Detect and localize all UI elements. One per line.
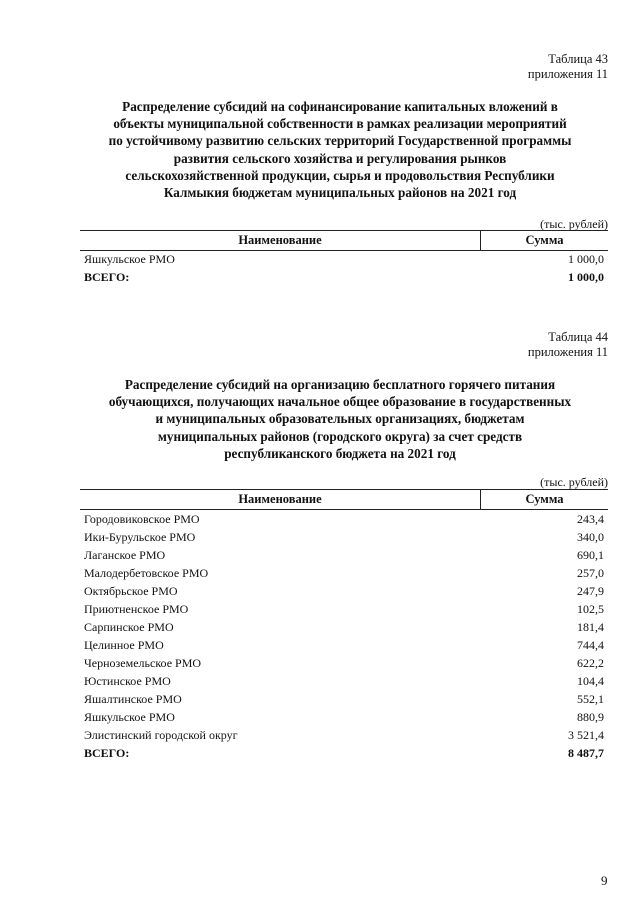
table-43-header [80, 230, 608, 251]
table-43-number: Таблица 43 [548, 52, 608, 66]
row-value: 257,0 [577, 566, 604, 580]
title-line: и муниципальных образовательных организациях, бюджетам [155, 411, 525, 427]
row-value: 102,5 [577, 602, 604, 616]
table-row [80, 690, 608, 708]
table-44-reference [528, 330, 608, 360]
table-43-units: (тыс. рублей) [540, 217, 608, 231]
table-row [80, 726, 608, 744]
row-value: 1 000,0 [568, 252, 604, 266]
table-43-total-row [80, 268, 608, 286]
title-line: объекты муниципальной собственности в рамках реализации мероприятий [113, 116, 567, 132]
row-value: 340,0 [577, 530, 604, 544]
row-name: Элистинский городской округ [84, 728, 238, 742]
table-row [80, 510, 608, 528]
row-name: Приютненское РМО [84, 602, 189, 616]
table-44-body [80, 510, 608, 762]
column-header-name: Наименование [80, 490, 481, 509]
row-name: Октябрьское РМО [84, 584, 178, 598]
table-row [80, 250, 608, 268]
table-44-header [80, 489, 608, 510]
row-name: Яшалтинское РМО [84, 692, 182, 706]
table-43-reference [528, 52, 608, 82]
table-43-body [80, 250, 608, 286]
table-row [80, 564, 608, 582]
table-row [80, 654, 608, 672]
row-name: Городовиковское РМО [84, 512, 200, 526]
page-number: 9 [601, 873, 608, 888]
row-value: 3 521,4 [568, 728, 604, 742]
table-row [80, 546, 608, 564]
table-row [80, 708, 608, 726]
table-row [80, 582, 608, 600]
row-name: Сарпинское РМО [84, 620, 174, 634]
table-row [80, 618, 608, 636]
total-label: ВСЕГО: [84, 270, 130, 284]
row-name: Яшкульское РМО [84, 710, 175, 724]
column-header-sum: Сумма [525, 233, 564, 247]
title-line: обучающихся, получающих начальное общее образование в государственных [108, 394, 572, 410]
total-label: ВСЕГО: [84, 746, 130, 760]
row-value: 622,2 [577, 656, 604, 670]
row-value: 880,9 [577, 710, 604, 724]
table-44-units: (тыс. рублей) [540, 475, 608, 489]
row-name: Целинное РМО [84, 638, 164, 652]
table-row [80, 528, 608, 546]
title-line: республиканского бюджета на 2021 год [224, 445, 456, 461]
title-line: сельскохозяйственной продукции, сырья и продовольствия Республики [125, 167, 555, 183]
row-value: 690,1 [577, 548, 604, 562]
title-line: Распределение субсидий на софинансирование капитальных вложений в [122, 99, 558, 114]
table-row [80, 672, 608, 690]
table-44-appendix: приложения 11 [527, 345, 608, 359]
column-header-name: Наименование [80, 231, 481, 250]
column-header-sum: Сумма [525, 492, 564, 506]
title-line: муниципальных районов (городского округа) за счет средств [157, 428, 523, 444]
table-44-title [70, 376, 610, 462]
row-name: Малодербетовское РМО [84, 566, 209, 580]
total-value: 8 487,7 [568, 746, 604, 760]
title-line: Распределение субсидий на организацию бесплатного горячего питания [124, 377, 556, 392]
row-name: Лаганское РМО [84, 548, 166, 562]
row-value: 181,4 [577, 620, 604, 634]
row-value: 104,4 [577, 674, 604, 688]
table-row [80, 636, 608, 654]
row-name: Черноземельское РМО [84, 656, 202, 670]
table-44-number: Таблица 44 [548, 330, 608, 344]
row-name: Юстинское РМО [84, 674, 171, 688]
title-line: Калмыкия бюджетам муниципальных районов на 2021 год [163, 185, 517, 201]
total-value: 1 000,0 [568, 270, 604, 284]
row-name: Ики-Бурульское РМО [84, 530, 196, 544]
title-line: по устойчивому развитию сельских территорий Государственной программы [108, 133, 572, 149]
row-value: 744,4 [577, 638, 604, 652]
row-value: 243,4 [577, 512, 604, 526]
table-44-total-row [80, 744, 608, 762]
row-value: 552,1 [577, 692, 604, 706]
row-name: Яшкульское РМО [84, 252, 175, 266]
row-value: 247,9 [577, 584, 604, 598]
table-43-title [70, 98, 610, 201]
title-line: развития сельского хозяйства и регулирования рынков [173, 150, 507, 166]
table-43-appendix: приложения 11 [527, 67, 608, 81]
table-row [80, 600, 608, 618]
